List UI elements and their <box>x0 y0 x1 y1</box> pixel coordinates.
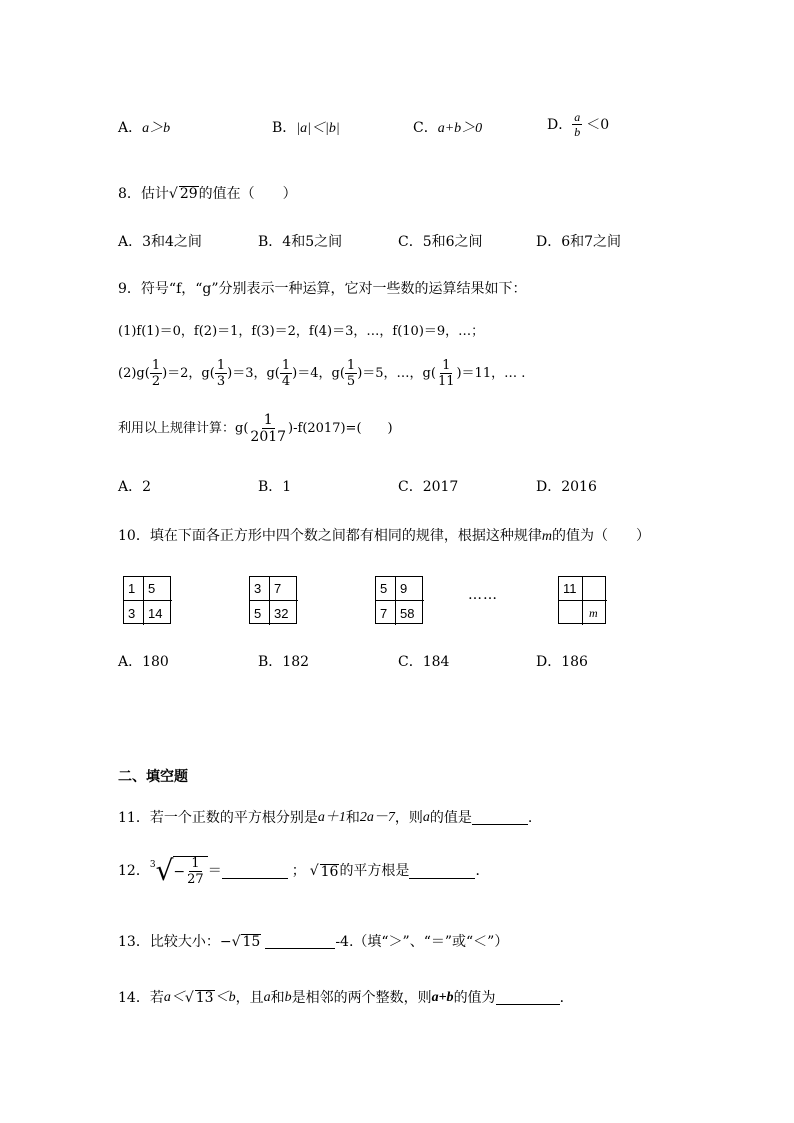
q14-radicand: 13 <box>195 990 214 1006</box>
q11-var: a <box>422 810 430 825</box>
square-cell: 1 <box>124 577 144 601</box>
q7-option-a <box>118 121 170 136</box>
q14-end: ． <box>559 990 574 1006</box>
q12-radicand: 16 <box>320 863 339 880</box>
q13-radicand: 15 <box>242 934 261 950</box>
q10-stem-suffix: 的值为（ ） <box>551 528 650 544</box>
q7-option-a-expr: a＞b <box>142 121 171 136</box>
q10-option-b: B．182 <box>258 654 310 670</box>
g-after-4: )＝5，…，g( <box>357 366 436 381</box>
q8-option-d: D．6和7之间 <box>536 234 622 250</box>
q11-comma: ，则 <box>394 810 423 826</box>
fraction-numerator: 1 <box>281 358 291 373</box>
sqrt-symbol: √ <box>155 854 174 887</box>
q7-option-d-rest: ＜0 <box>586 116 610 133</box>
g-after-3: )＝4，g( <box>292 366 345 381</box>
number-square-3 <box>375 576 423 624</box>
cube-root-index: 3 <box>149 859 156 870</box>
q9-line2 <box>118 359 525 388</box>
square-cell: 58 <box>400 605 415 621</box>
fraction-numerator: 1 <box>346 358 356 373</box>
square-cell: 5 <box>250 601 270 625</box>
fraction-denominator: 5 <box>346 374 356 389</box>
square-cell: 9 <box>396 577 424 601</box>
fraction-numerator: 1 <box>263 412 273 428</box>
fraction-denominator: 11 <box>437 374 455 389</box>
q8-option-b: B．4和5之间 <box>258 234 343 250</box>
square-cell-m: m <box>589 605 598 620</box>
q10-option-a: A．180 <box>118 654 169 670</box>
q9-option-c: C．2017 <box>398 479 459 495</box>
q8-prefix: 8．估计 <box>118 186 169 202</box>
square-cell: 7 <box>270 577 298 601</box>
q11-prefix: 11．若一个正数的平方根分别是 <box>118 810 318 826</box>
q12-fraction <box>185 857 206 886</box>
g-after-2: )＝3，g( <box>227 366 280 381</box>
q9-stem: 9．符号“f，“g”分别表示一种运算，它对一些数的运算结果如下： <box>118 281 527 297</box>
square-cell: 7 <box>376 601 396 625</box>
q11-expr2: 2a－7 <box>359 810 395 825</box>
q14-and: 和 <box>270 990 285 1006</box>
q7-option-d <box>547 111 609 138</box>
q9-compute-fraction <box>248 413 288 444</box>
g-fraction-5 <box>436 359 457 388</box>
sqrt-symbol: √ <box>168 186 178 202</box>
q13-answer-blank[interactable] <box>265 934 335 949</box>
q9-compute <box>118 413 393 444</box>
g-fraction-3 <box>280 359 292 388</box>
q14-ineq-left: a＜ <box>163 990 185 1005</box>
fraction-denominator: 4 <box>281 374 291 389</box>
q8-suffix: 的值在（ ） <box>198 186 297 202</box>
square-cell: 5 <box>376 577 396 601</box>
q12-sep: ； <box>291 863 306 879</box>
fraction-denominator: 3 <box>216 374 226 389</box>
q8-stem <box>118 186 297 201</box>
q13-suffix: -4.（填“＞”、“＝”或“＜”） <box>335 934 509 950</box>
q11-suffix: 的值是 <box>429 810 472 826</box>
q10-stem-prefix: 10．填在下面各正方形中四个数之间都有相同的规律，根据这种规律 <box>118 528 542 544</box>
q13-minus: − <box>219 934 232 950</box>
fraction-denominator: 2017 <box>250 429 287 445</box>
q9-option-a: A．2 <box>118 479 152 495</box>
square-cell: 3 <box>124 601 144 625</box>
q9-compute-prefix: 利用以上规律计算：g( <box>118 421 249 436</box>
q11-mid: 和 <box>345 810 360 826</box>
square-cell: 3 <box>250 577 270 601</box>
q14-stem <box>118 990 574 1005</box>
q12-eq: ＝ <box>207 863 222 879</box>
q14-var-b: b <box>284 990 292 1005</box>
square-cell <box>583 577 607 601</box>
q10-stem <box>118 529 650 544</box>
q9-line1: (1)f(1)＝0，f(2)＝1，f(3)＝2，f(4)＝3，…，f(10)＝9，…； <box>118 324 485 339</box>
q7-option-c-label: C． <box>413 120 438 136</box>
q14-sum: a+b <box>431 990 454 1005</box>
q11-end: . <box>527 810 533 826</box>
q9-line2-prefix: (2)g( <box>118 366 150 381</box>
q10-option-d: D．186 <box>536 654 588 670</box>
q12-answer-blank-2[interactable] <box>409 864 475 879</box>
q7-option-b-label: B． <box>272 120 297 136</box>
q14-mid2: 是相邻的两个整数，则 <box>291 990 432 1006</box>
square-cell: 32 <box>274 605 289 621</box>
q12-minus: − <box>173 863 186 880</box>
q9-option-b: B．1 <box>258 479 292 495</box>
fraction-numerator: 1 <box>191 856 200 871</box>
square-cell: 14 <box>148 605 163 621</box>
q11-answer-blank[interactable] <box>472 810 528 825</box>
q14-var-a: a <box>263 990 271 1005</box>
fraction-denominator: 27 <box>187 872 204 887</box>
q12-prefix: 12． <box>118 863 150 879</box>
q9-compute-suffix: )-f(2017)=( ) <box>288 421 393 436</box>
sqrt-symbol: √ <box>184 990 194 1006</box>
q13-stem <box>118 934 508 949</box>
q7-option-d-fraction <box>572 111 582 138</box>
fraction-numerator: a <box>574 110 581 124</box>
q14-mid1: ，且 <box>235 990 264 1006</box>
ellipsis-dots: …… <box>468 587 498 603</box>
q11-stem <box>118 810 532 825</box>
q14-ineq-right: ＜b <box>214 990 236 1005</box>
g-after-5: )＝11，… . <box>456 366 526 381</box>
q12-stem <box>118 856 489 886</box>
q12-suffix: 的平方根是 <box>339 863 410 879</box>
q8-option-a: A．3和4之间 <box>118 234 202 250</box>
q12-end: ． <box>475 863 490 879</box>
q7-option-c <box>413 121 482 136</box>
q12-radicand-wrap <box>173 856 207 886</box>
fraction-numerator: 1 <box>151 358 161 373</box>
fraction-denominator: 2 <box>151 374 161 389</box>
q8-option-c: C．5和6之间 <box>398 234 483 250</box>
q7-option-b-expr: |a|＜|b| <box>296 121 340 136</box>
q7-option-a-label: A． <box>118 120 143 136</box>
q14-answer-blank[interactable] <box>496 990 560 1005</box>
g-after-1: )＝2，g( <box>162 366 215 381</box>
number-square-1 <box>123 576 171 624</box>
q7-option-c-expr: a+b＞0 <box>437 121 483 136</box>
g-fraction-1 <box>150 359 162 388</box>
fraction-numerator: 1 <box>442 358 451 373</box>
q9-option-d: D．2016 <box>536 479 597 495</box>
number-square-4 <box>558 576 606 624</box>
fraction-denominator: b <box>574 125 581 139</box>
section-heading: 二、填空题 <box>118 769 188 785</box>
fraction-numerator: 1 <box>216 358 226 373</box>
q14-prefix: 14．若 <box>118 990 164 1006</box>
q8-radicand: 29 <box>179 186 198 202</box>
g-fraction-2 <box>215 359 227 388</box>
sqrt-symbol: √ <box>231 934 241 950</box>
q7-option-d-label: D． <box>547 116 573 133</box>
number-square-2 <box>249 576 297 624</box>
sqrt-symbol: √ <box>309 863 319 879</box>
q10-stem-var: m <box>541 529 552 544</box>
g-fraction-4 <box>345 359 357 388</box>
q13-prefix: 13．比较大小： <box>118 934 220 950</box>
square-cell <box>559 601 583 625</box>
q11-expr1: a＋1 <box>317 810 346 825</box>
q10-option-c: C．184 <box>398 654 450 670</box>
square-cell: 5 <box>144 577 172 601</box>
q12-answer-blank-1[interactable] <box>222 864 288 879</box>
q14-suffix: 的值为 <box>453 990 496 1006</box>
q7-option-b <box>272 121 340 136</box>
square-cell: 11 <box>559 577 583 601</box>
